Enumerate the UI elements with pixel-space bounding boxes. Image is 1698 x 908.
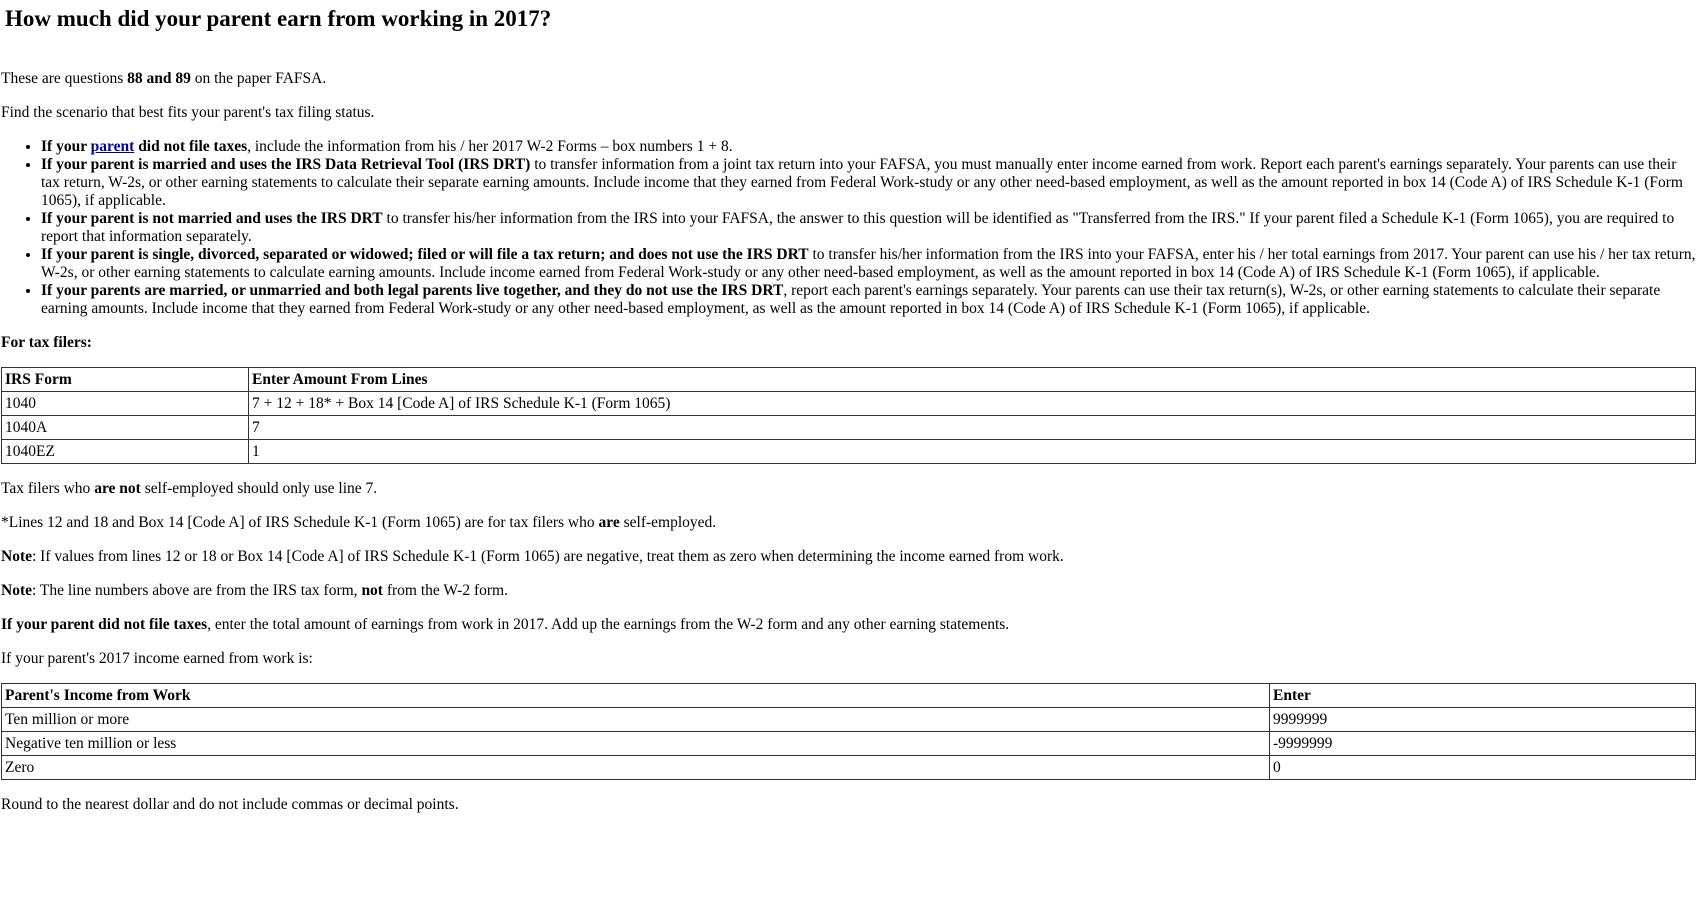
income-table xyxy=(1,683,1696,780)
note-bold: are xyxy=(598,514,620,531)
note-bold: are not xyxy=(94,480,141,497)
list-item xyxy=(41,282,1696,318)
table-row xyxy=(2,440,1696,464)
table-row xyxy=(2,708,1696,732)
scenario-list xyxy=(1,138,1696,318)
column-header: IRS Form xyxy=(2,368,249,392)
tax-filers-heading-text: For tax filers: xyxy=(1,334,92,351)
bullet-bold: If your parent is married and uses the IRS Data Retrieval Tool (IRS DRT) xyxy=(41,156,531,173)
self-employed-note xyxy=(1,480,1696,498)
table-row xyxy=(2,732,1696,756)
note-text: , enter the total amount of earnings from work in 2017. Add up the earnings from the W-2 form and any other earning statements. xyxy=(207,616,1010,633)
questions-paragraph xyxy=(1,70,1696,88)
list-item xyxy=(41,210,1696,246)
table-cell: 1040A xyxy=(2,416,249,440)
table-cell: Zero xyxy=(2,756,1270,780)
bullet-text: , report each parent's earnings separately. Your parents can use their tax return(s), W-2s, or other earning statements to calculate their separate earning amounts. Include income that they earned from Federal Work-study or any other need-based employment, as well as the amount reported in box 14 (Code A) of IRS Schedule K-1 (Form 1065), if applicable. xyxy=(41,282,1661,317)
bullet-text: , include the information from his / her 2017 W-2 Forms – box numbers 1 + 8. xyxy=(247,138,733,155)
note-text: from the W-2 form. xyxy=(382,582,508,599)
table-row xyxy=(2,756,1696,780)
note-text: self-employed should only use line 7. xyxy=(140,480,378,497)
page-title: How much did your parent earn from working in 2017? xyxy=(5,6,552,31)
bullet-bold: If your xyxy=(41,138,91,155)
note-text: : The line numbers above are from the IRS tax form, xyxy=(32,582,362,599)
note-text: *Lines 12 and 18 and Box 14 [Code A] of IRS Schedule K-1 (Form 1065) are for tax filers who xyxy=(1,514,599,531)
table-row xyxy=(2,392,1696,416)
list-item xyxy=(41,138,1696,156)
line-numbers-note xyxy=(1,582,1696,600)
column-header: Enter Amount From Lines xyxy=(249,368,1696,392)
note-bold: If your parent did not file taxes xyxy=(1,616,208,633)
bullet-text: to transfer his/her information from the IRS into your FAFSA, enter his / her total earnings from 2017. Your parent can use his / her tax return, W-2s, or other earning statements to calculate earning amounts. Include income earned from Federal Work-study or any other need-based employment, as well as the amount reported in box 14 (Code A) of IRS Schedule K-1 (Form 1065), if applicable. xyxy=(41,246,1696,281)
parent-link[interactable]: parent xyxy=(90,138,135,155)
note-label: Note xyxy=(1,582,32,599)
income-intro: If your parent's 2017 income earned from work is: xyxy=(1,650,313,667)
bullet-bold: If your parent is single, divorced, separated or widowed; filed or will file a tax return; and does not use the IRS DRT xyxy=(41,246,809,263)
list-item xyxy=(41,156,1696,210)
table-cell: 7 xyxy=(249,416,1696,440)
table-cell: Ten million or more xyxy=(2,708,1270,732)
column-header: Parent's Income from Work xyxy=(2,684,1270,708)
lines-note xyxy=(1,514,1696,532)
irs-form-table xyxy=(1,367,1696,464)
table-cell: 1040 xyxy=(2,392,249,416)
note-label: Note xyxy=(1,548,32,565)
note-text: Tax filers who xyxy=(1,480,95,497)
table-cell: Negative ten million or less xyxy=(2,732,1270,756)
table-cell: 9999999 xyxy=(1270,708,1696,732)
bullet-bold: If your parents are married, or unmarried and both legal parents live together, and they do not use the IRS DRT xyxy=(41,282,784,299)
rounding-note: Round to the nearest dollar and do not include commas or decimal points. xyxy=(1,796,459,813)
table-row xyxy=(2,416,1696,440)
note-text: self-employed. xyxy=(619,514,717,531)
list-item xyxy=(41,246,1696,282)
questions-numbers: 88 and 89 xyxy=(127,70,191,87)
table-cell: -9999999 xyxy=(1270,732,1696,756)
table-cell: 7 + 12 + 18* + Box 14 [Code A] of IRS Schedule K-1 (Form 1065) xyxy=(249,392,1696,416)
table-cell: 0 xyxy=(1270,756,1696,780)
table-cell: 1040EZ xyxy=(2,440,249,464)
no-file-note xyxy=(1,616,1696,634)
negative-values-note xyxy=(1,548,1696,566)
scenario-paragraph: Find the scenario that best fits your parent's tax filing status. xyxy=(1,104,375,121)
column-header: Enter xyxy=(1270,684,1696,708)
table-cell: 1 xyxy=(249,440,1696,464)
bullet-bold: did not file taxes xyxy=(134,138,248,155)
bullet-bold: If your parent is not married and uses the IRS DRT xyxy=(41,210,383,227)
questions-suffix: on the paper FAFSA. xyxy=(190,70,327,87)
table-header-row xyxy=(2,368,1696,392)
tax-filers-heading xyxy=(1,334,1696,352)
table-header-row xyxy=(2,684,1696,708)
bullet-text: to transfer information from a joint tax return into your FAFSA, you must manually enter income earned from work. Report each parent's earnings separately. Your parents can use their tax return, W-2s, or other earning statements to calculate their separate earning amounts. Include income that they earned from Federal Work-study or any other need-based employment, as well as the amount reported in box 14 (Code A) of IRS Schedule K-1 (Form 1065), if applicable. xyxy=(41,156,1683,209)
bullet-text: to transfer his/her information from the IRS into your FAFSA, the answer to this question will be identified as "Transferred from the IRS." If your parent filed a Schedule K-1 (Form 1065), you are required to report that information separately. xyxy=(41,210,1675,245)
questions-prefix: These are questions xyxy=(1,70,128,87)
note-text: : If values from lines 12 or 18 or Box 14 [Code A] of IRS Schedule K-1 (Form 1065) are negative, treat them as zero when determining the income earned from work. xyxy=(32,548,1064,565)
note-bold: not xyxy=(361,582,383,599)
